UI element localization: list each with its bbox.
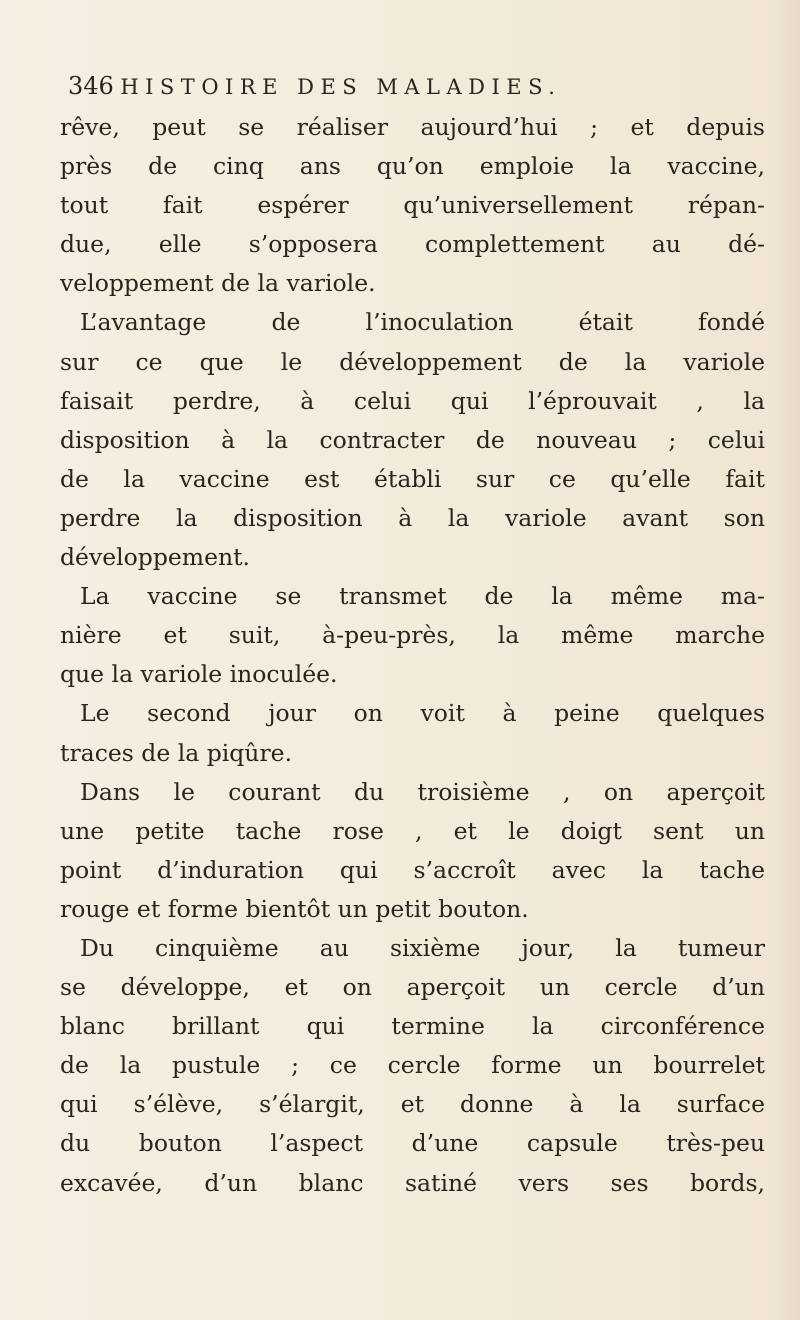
text-line: près de cinq ans qu’on emploie la vaccine, xyxy=(60,152,765,181)
text-line: Dans le courant du troisième , on aperçoit xyxy=(80,777,765,806)
text-line: rouge et forme bientôt un petit bouton. xyxy=(60,894,529,923)
page-number: 346 xyxy=(68,72,114,100)
text-line: disposition à la contracter de nouveau ; celui xyxy=(60,425,765,454)
text-line: nière et suit, à-peu-près, la même marche xyxy=(60,621,765,650)
text-line: rêve, peut se réaliser aujourd’hui ; et depuis xyxy=(60,113,765,141)
running-header xyxy=(68,68,768,104)
text-line: Du cinquième au sixième jour, la tumeur xyxy=(80,933,765,962)
text-line: due, elle s’opposera complettement au dé- xyxy=(60,230,765,259)
text-line: que la variole inoculée. xyxy=(60,660,338,689)
text-line: traces de la piqûre. xyxy=(60,738,293,767)
running-title: HISTOIRE DES MALADIES. xyxy=(120,75,562,99)
text-line: faisait perdre, à celui qui l’éprouvait , la xyxy=(60,386,765,415)
text-line: L’avantage de l’inoculation était fondé xyxy=(80,308,765,337)
text-line: excavée, d’un blanc satiné vers ses bords, xyxy=(60,1168,765,1197)
text-line: de la pustule ; ce cercle forme un bourrelet xyxy=(60,1051,765,1080)
text-line: La vaccine se transmet de la même ma- xyxy=(80,582,765,611)
text-line: développement. xyxy=(60,543,251,572)
text-line: tout fait espérer qu’universellement répan- xyxy=(60,191,765,220)
text-line: se développe, et on aperçoit un cercle d’un xyxy=(60,973,765,1002)
text-line: une petite tache rose , et le doigt sent un xyxy=(60,816,765,845)
text-line: blanc brillant qui termine la circonférence xyxy=(60,1012,765,1041)
text-line: qui s’élève, s’élargit, et donne à la surface xyxy=(60,1090,765,1119)
text-line: de la vaccine est établi sur ce qu’elle fait xyxy=(60,464,765,493)
text-line: Le second jour on voit à peine quelques xyxy=(80,699,765,728)
text-line: veloppement de la variole. xyxy=(60,269,376,298)
text-line: sur ce que le développement de la variole xyxy=(60,347,765,376)
text-line: du bouton l’aspect d’une capsule très-peu xyxy=(60,1129,765,1158)
text-line: point d’induration qui s’accroît avec la tache xyxy=(60,855,765,884)
text-line: perdre la disposition à la variole avant son xyxy=(60,503,765,532)
body-text xyxy=(60,108,765,1203)
